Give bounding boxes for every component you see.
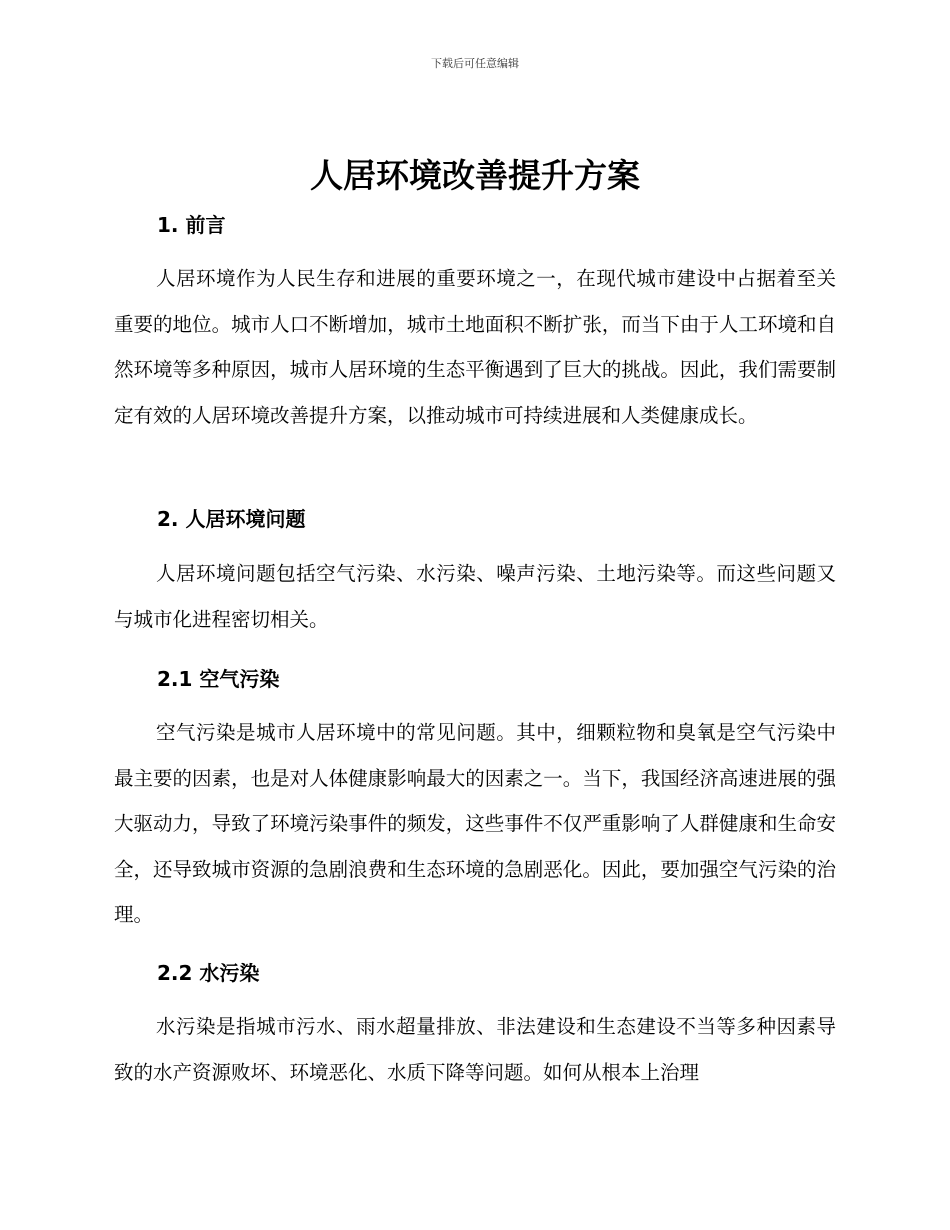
paragraph-water-pollution: 水污染是指城市污水、雨水超量排放、非法建设和生态建设不当等多种因素导致的水产资源败坏、环境恶化、水质下降等问题。如何从根本上治理 (114, 1015, 836, 1084)
section-heading-preface: 1. 前言 (157, 213, 226, 237)
paragraph-air-pollution: 空气污染是城市人居环境中的常见问题。其中，细颗粒物和臭氧是空气污染中最主要的因素，也是对人体健康影响最大的因素之一。当下，我国经济高速进展的强大驱动力，导致了环境污染事件的频发，这些事件不仅严重影响了人群健康和生命安全，还导致城市资源的急剧浪费和生态环境的急剧恶化。因此，要加强空气污染的治理。 (114, 721, 836, 926)
section-heading-environment-issues: 2. 人居环境问题 (157, 507, 306, 531)
paragraph-environment-issues: 人居环境问题包括空气污染、水污染、噪声污染、土地污染等。而这些问题又与城市化进程密切相关。 (114, 562, 836, 631)
section-heading-water-pollution: 2.2 水污染 (157, 961, 260, 985)
document-title: 人居环境改善提升方案 (310, 156, 640, 195)
page-header-note: 下载后可任意编辑 (431, 57, 519, 70)
paragraph-preface: 人居环境作为人民生存和进展的重要环境之一，在现代城市建设中占据着至关重要的地位。城市人口不断增加，城市土地面积不断扩张，而当下由于人工环境和自然环境等多种原因，城市人居环境的生态平衡遇到了巨大的挑战。因此，我们需要制定有效的人居环境改善提升方案，以推动城市可持续进展和人类健康成长。 (114, 267, 836, 427)
section-heading-air-pollution: 2.1 空气污染 (157, 667, 280, 691)
